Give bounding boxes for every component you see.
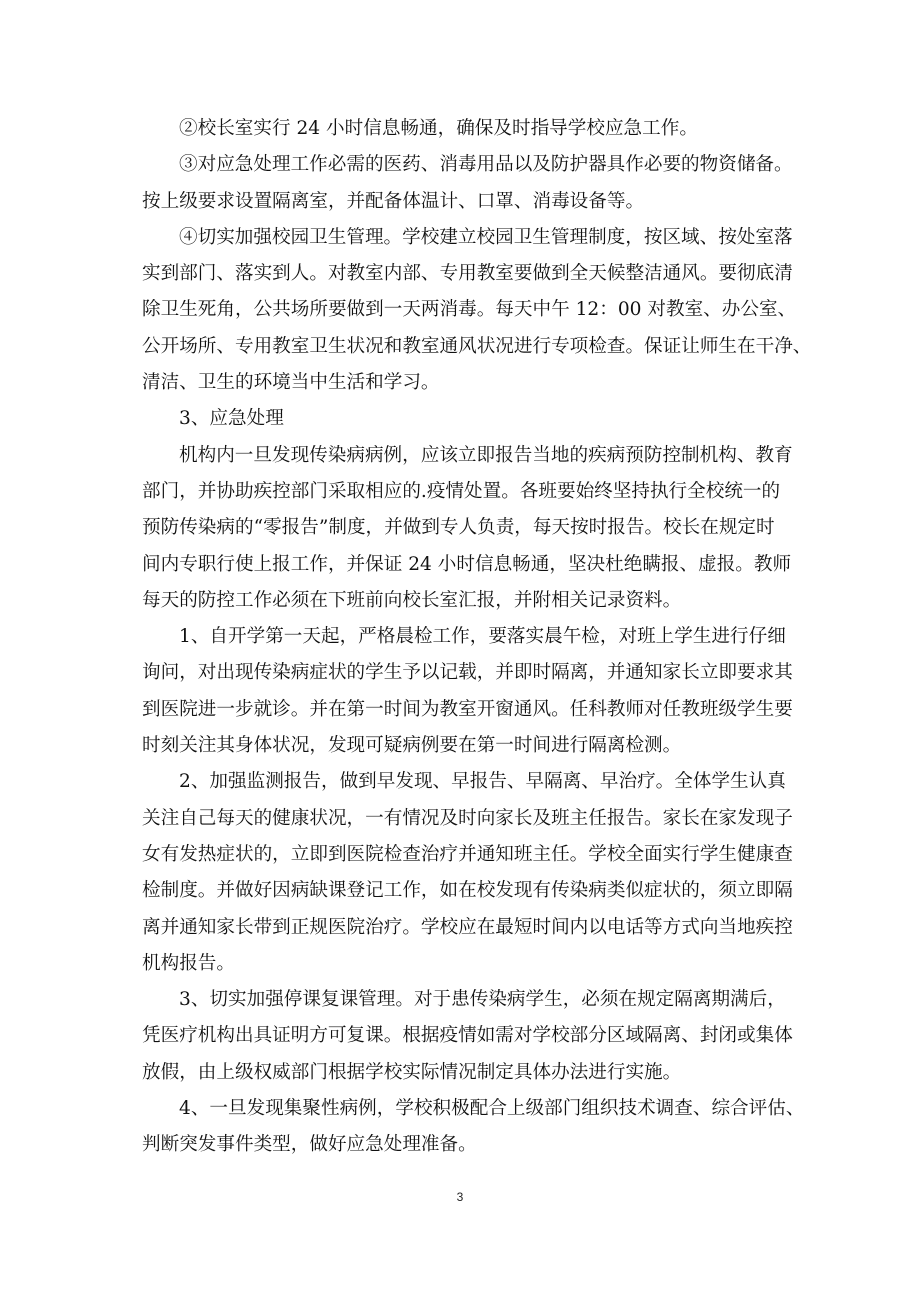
- paragraph-morning-check: [142, 619, 792, 764]
- text-line: 检制度。并做好因病缺课登记工作，如在校发现有传染病类似症状的，须立即隔: [142, 880, 793, 902]
- text-line: ④切实加强校园卫生管理。学校建立校园卫生管理制度，按区域、按处室落: [179, 226, 793, 248]
- document-body: [142, 111, 812, 1164]
- paragraph-emergency-report: [142, 438, 792, 619]
- text-line: 按上级要求设置隔离室，并配备体温计、口罩、消毒设备等。: [142, 190, 645, 212]
- section-heading: [142, 401, 792, 437]
- text-line: ③对应急处理工作必需的医药、消毒用品以及防护器具作必要的物资储备。: [179, 154, 793, 176]
- text-line: 机构报告。: [142, 952, 235, 974]
- text-line: ②校长室实行 24 小时信息畅通，确保及时指导学校应急工作。: [179, 118, 698, 139]
- paragraph-cluster-cases: [142, 1091, 805, 1164]
- text-line: 公开场所、专用教室卫生状况和教室通风状况进行专项检查。保证让师生在干净、: [142, 335, 812, 357]
- text-line: 凭医疗机构出具证明方可复课。根据疫情如需对学校部分区域隔离、封闭或集体: [142, 1025, 793, 1047]
- text-line: 询问，对出现传染病症状的学生予以记载，并即时隔离，并通知家长立即要求其: [142, 662, 793, 684]
- paragraph-supplies-reserve: [142, 147, 792, 220]
- text-line: 到医院进一步就诊。并在第一时间为教室开窗通风。任科教师对任教班级学生要: [142, 698, 793, 720]
- paragraph-monitoring: [142, 764, 792, 982]
- paragraph-campus-hygiene: [142, 220, 812, 401]
- paragraph-class-suspension: [142, 982, 792, 1091]
- text-line: 离并通知家长带到正规医院治疗。学校应在最短时间内以电话等方式向当地疾控: [142, 916, 793, 938]
- text-line: 关注自己每天的健康状况，一有情况及时向家长及班主任报告。家长在家发现子: [142, 807, 793, 829]
- text-line: 时刻关注其身体状况，发现可疑病例要在第一时间进行隔离检测。: [142, 735, 682, 757]
- text-line: 1、自开学第一天起，严格晨检工作，要落实晨午检，对班上学生进行仔细: [179, 626, 786, 648]
- section-heading-text: 3、应急处理: [179, 408, 284, 430]
- text-line: 女有发热症状的，立即到医院检查治疗并通知班主任。学校全面实行学生健康查: [142, 843, 793, 865]
- text-line: 3、切实加强停课复课管理。对于患传染病学生，必须在规定隔离期满后，: [179, 989, 786, 1011]
- text-line: 部门，并协助疾控部门采取相应的.疫情处置。各班要始终坚持执行全校统一的: [142, 480, 781, 502]
- text-line: 机构内一旦发现传染病病例，应该立即报告当地的疾病预防控制机构、教育: [179, 444, 793, 466]
- text-line: 预防传染病的“零报告”制度，并做到专人负责，每天按时报告。校长在规定时: [142, 517, 775, 539]
- text-line: 4、一旦发现集聚性病例，学校积极配合上级部门组织技术调查、综合评估、: [179, 1098, 805, 1120]
- text-line: 2、加强监测报告，做到早发现、早报告、早隔离、早治疗。全体学生认真: [179, 771, 786, 793]
- text-line: 间内专职行使上报工作，并保证 24 小时信息畅通，坚决杜绝瞒报、虚报。教师: [142, 553, 792, 575]
- text-line: 放假，由上级权威部门根据学校实际情况制定具体办法进行实施。: [142, 1061, 682, 1083]
- paragraph-principal-office: [142, 111, 792, 147]
- text-line: 判断突发事件类型，做好应急处理准备。: [142, 1134, 477, 1156]
- text-line: 实到部门、落实到人。对教室内部、专用教室要做到全天候整洁通风。要彻底清: [142, 263, 793, 285]
- page-number: 3: [456, 1190, 464, 1204]
- text-line: 每天的防控工作必须在下班前向校长室汇报，并附相关记录资料。: [142, 589, 682, 611]
- text-line: 除卫生死角，公共场所要做到一天两消毒。每天中午 12：00 对教室、办公室、: [142, 299, 797, 321]
- text-line: 清洁、卫生的环境当中生活和学习。: [142, 372, 440, 394]
